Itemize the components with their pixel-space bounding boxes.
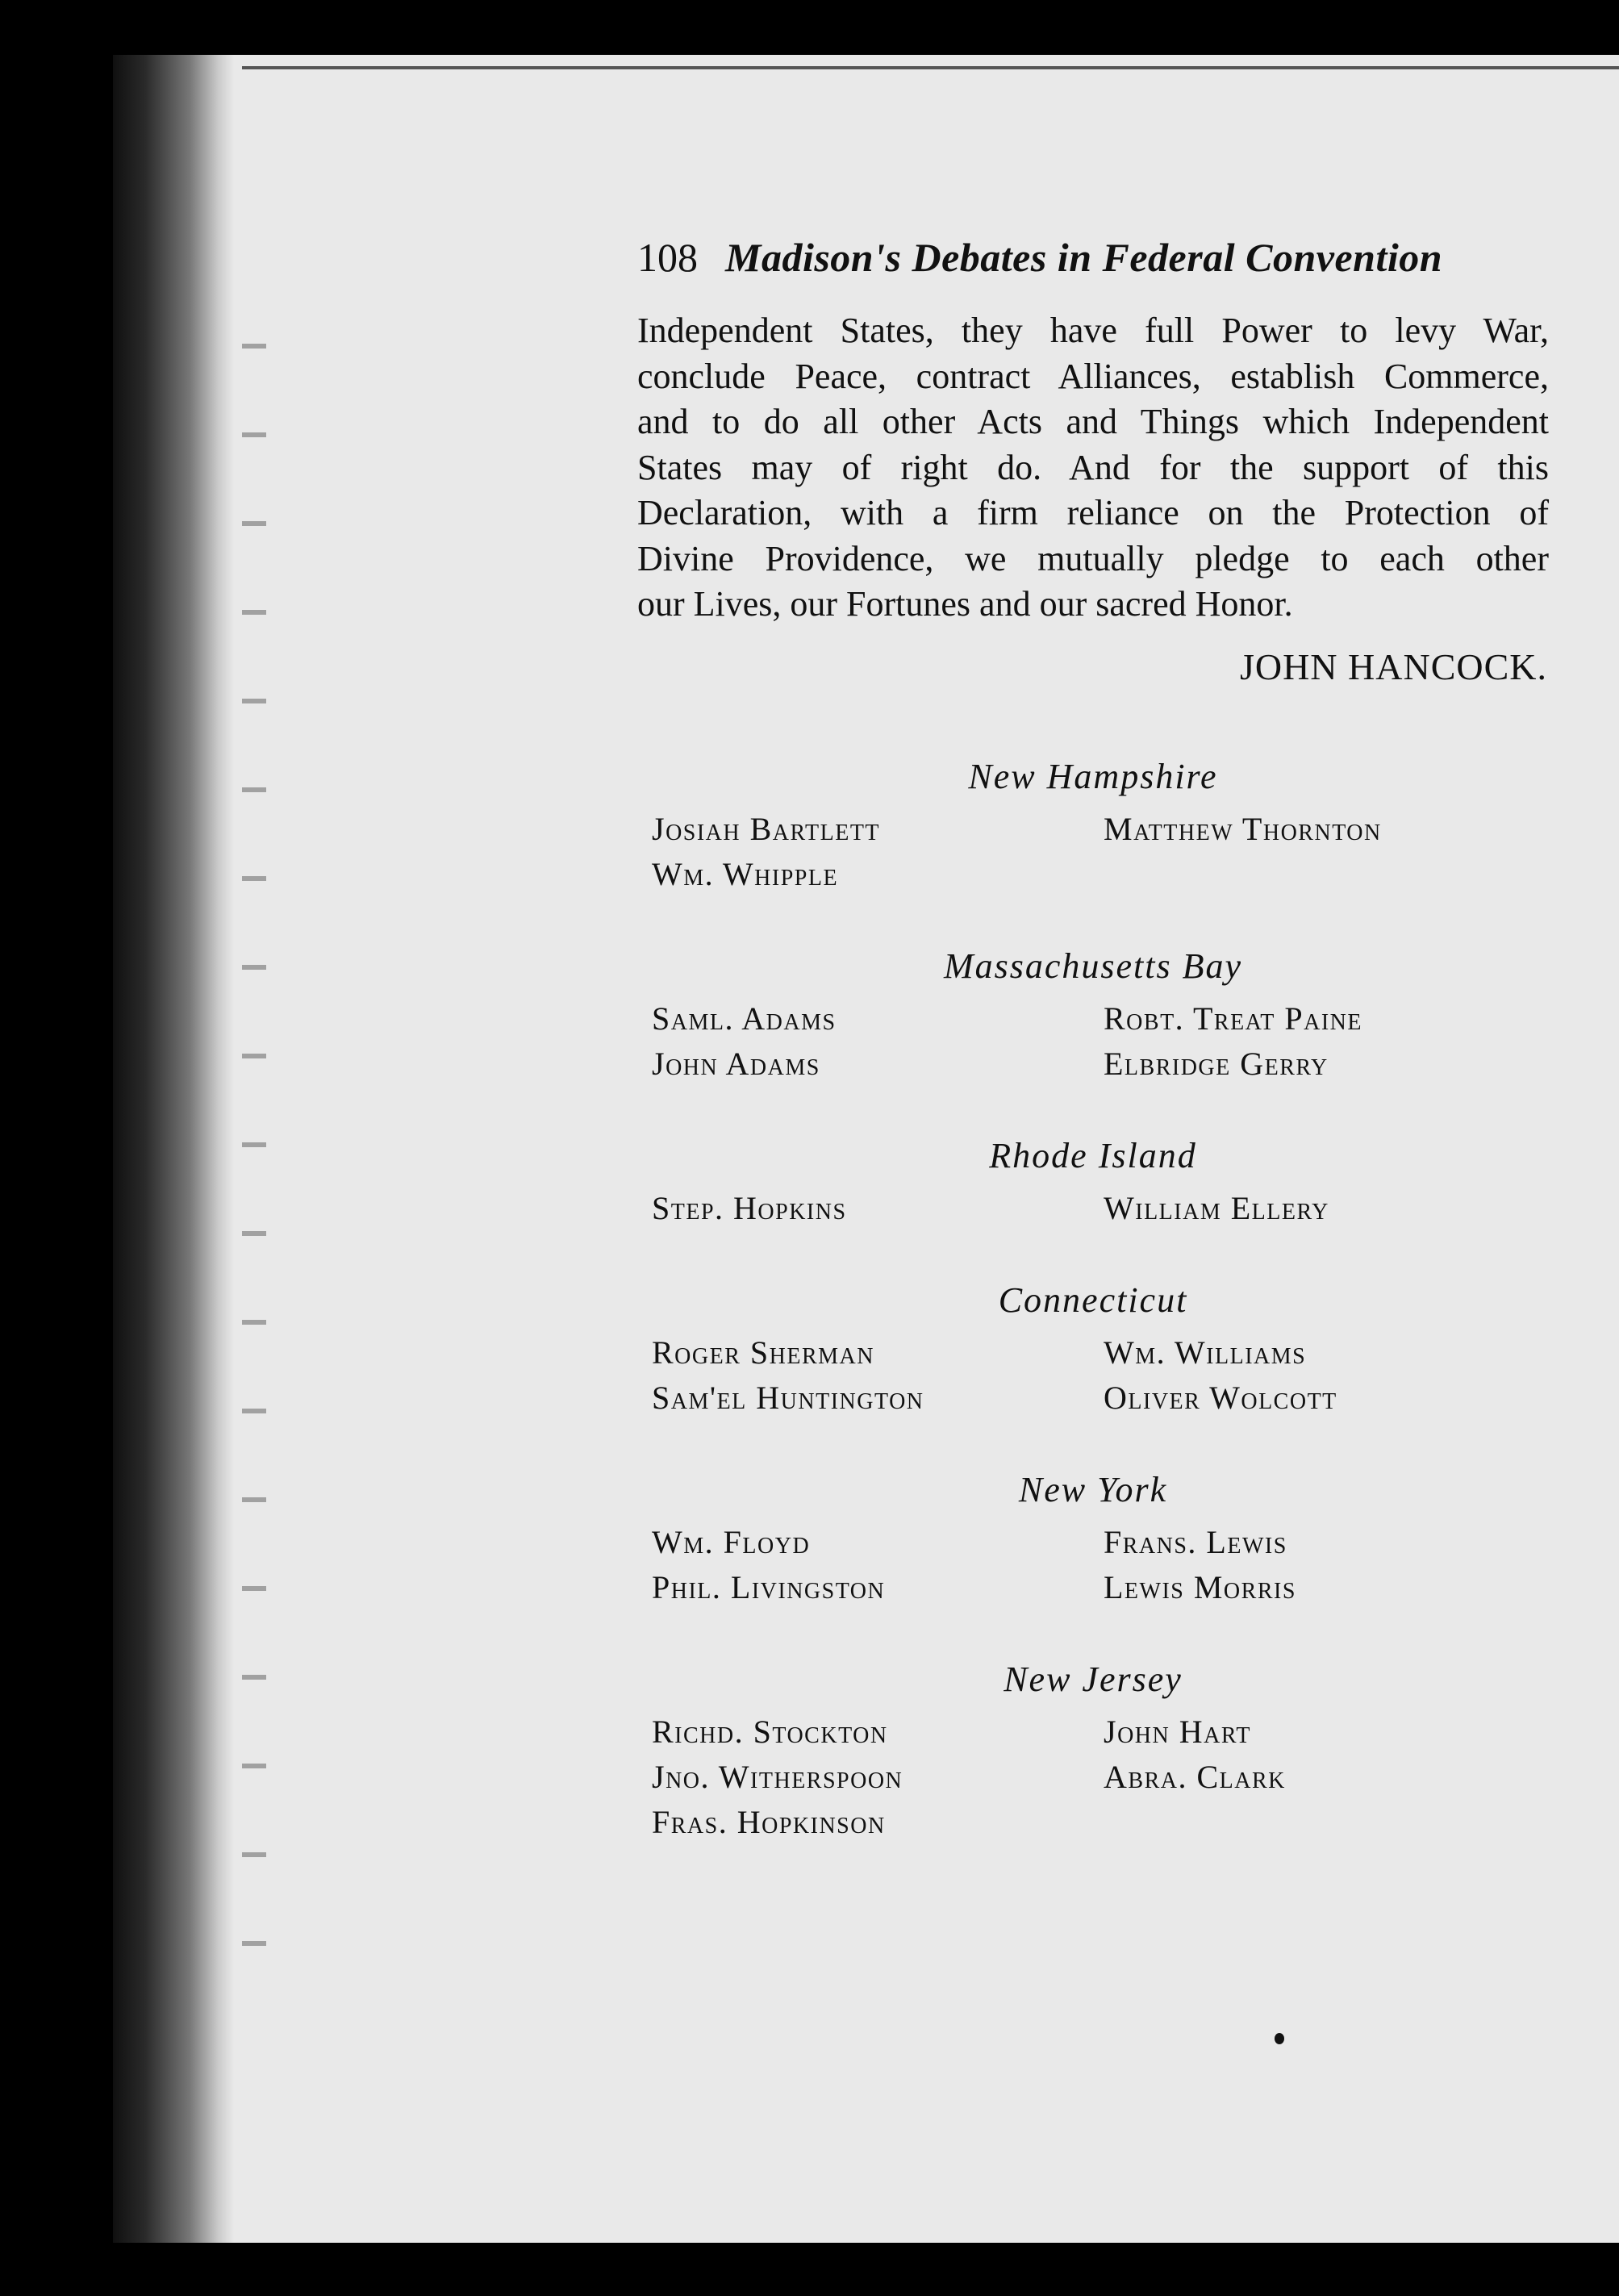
signer-name: John Adams	[652, 1045, 820, 1082]
paragraph-line: conclude Peace, contract Alliances, establish Commerce,	[637, 356, 1549, 396]
signer-name: Robt. Treat Paine	[1104, 1000, 1363, 1037]
running-head	[637, 234, 1549, 290]
paragraph-line: and to do all other Acts and Things which Independent	[637, 402, 1549, 441]
signer-name: John Hart	[1104, 1713, 1251, 1750]
signer-name: Frans. Lewis	[1104, 1523, 1287, 1560]
signer-list	[637, 1522, 1549, 1609]
signer-name: Matthew Thornton	[1104, 810, 1382, 847]
state-heading: Rhode Island	[989, 1135, 1197, 1175]
signer-name: Elbridge Gerry	[1104, 1045, 1329, 1082]
state-heading: Massachusetts Bay	[943, 946, 1243, 986]
signer-list	[637, 1188, 1549, 1229]
state-heading: New Jersey	[1004, 1659, 1183, 1699]
gutter-scan-marks	[242, 307, 266, 2001]
signer-list	[637, 1711, 1549, 1843]
signer-name: Wm. Whipple	[652, 855, 839, 892]
paragraph-line: Divine Providence, we mutually pledge to each other	[637, 538, 1549, 578]
signer-list	[637, 808, 1549, 895]
signers-by-state	[637, 756, 1549, 1843]
page-content	[637, 234, 1549, 1843]
signer-name: Saml. Adams	[652, 1000, 837, 1037]
state-heading: New Hampshire	[968, 756, 1218, 796]
binding-gutter	[113, 55, 234, 2243]
state-block	[637, 1135, 1549, 1229]
state-heading: New York	[1018, 1469, 1168, 1509]
signer-name: Wm. Williams	[1104, 1334, 1307, 1371]
paragraph-line: States may of right do. And for the support of this	[637, 447, 1549, 487]
signer-name: Lewis Morris	[1104, 1568, 1296, 1605]
signer-name	[1104, 854, 1555, 895]
declaration-closing-paragraph	[637, 308, 1549, 628]
state-block	[637, 1279, 1549, 1419]
ink-spot	[1275, 2033, 1284, 2044]
paragraph-line: Declaration, with a firm reliance on the Protection of	[637, 493, 1549, 532]
signer-name: Oliver Wolcott	[1104, 1379, 1337, 1416]
page-number: 108	[637, 235, 698, 280]
signer-list	[637, 998, 1549, 1085]
signature-john-hancock: JOHN HANCOCK.	[1239, 645, 1547, 687]
signer-name: Step. Hopkins	[652, 1189, 847, 1226]
state-block	[637, 756, 1549, 895]
signer-name: Wm. Floyd	[652, 1523, 811, 1560]
signer-name: Roger Sherman	[652, 1334, 874, 1371]
signer-name: Sam'el Huntington	[652, 1379, 924, 1416]
state-heading: Connecticut	[998, 1279, 1188, 1320]
signer-name: William Ellery	[1104, 1189, 1329, 1226]
signer-name: Phil. Livingston	[652, 1568, 886, 1605]
paragraph-line: Independent States, they have full Power to levy War,	[637, 311, 1549, 350]
signer-name: Josiah Bartlett	[652, 810, 881, 847]
signer-name: Jno. Witherspoon	[652, 1758, 903, 1795]
signer-name: Fras. Hopkinson	[652, 1803, 886, 1840]
paragraph-line: our Lives, our Fortunes and our sacred Honor.	[637, 584, 1293, 624]
page-top-edge	[242, 66, 1619, 69]
signer-name: Abra. Clark	[1104, 1758, 1286, 1795]
state-block	[637, 1659, 1549, 1843]
signer-list	[637, 1332, 1549, 1419]
book-title: Madison's Debates in Federal Convention	[725, 235, 1443, 280]
signer-name: Richd. Stockton	[652, 1713, 888, 1750]
signer-name	[1104, 1801, 1555, 1843]
state-block	[637, 1469, 1549, 1609]
state-block	[637, 946, 1549, 1085]
